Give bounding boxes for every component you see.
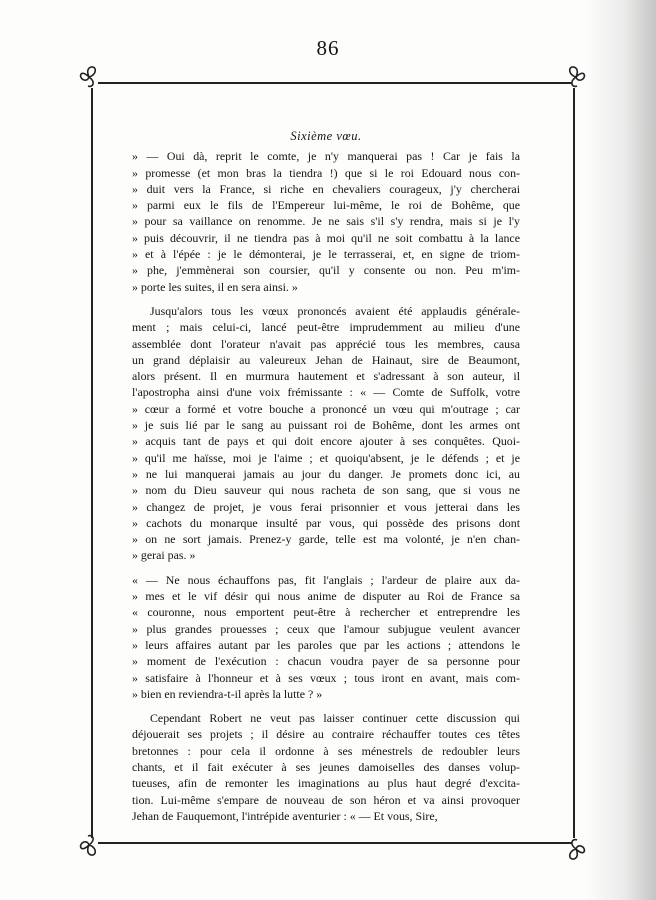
text-line: » satisfaire à l'honneur et à ses vœux ; tous iront en avant, mais com- [132,670,520,685]
text-line: » cachots du monarque insulté par vous, qui possède des prisons dont [132,515,520,530]
text-line: » je suis lié par le sang au puissant roi de Bohême, dont les armes ont [132,418,520,433]
text-line: Jehan de Fauquemont, l'intrépide aventurier : « — Et vous, Sire, [132,808,438,823]
text-line: » plus grandes prouesses ; ceux que l'amour subjugue veulent avancer [132,621,520,636]
text-line: » moment de l'exécution : chacun voudra payer de sa personne pour [132,654,520,669]
text-line: » nom du Dieu sauveur qui nous racheta de son sang, que si vous ne [132,483,520,498]
text-line: « — Ne nous échauffons pas, fit l'anglais ; l'ardeur de plaire aux da- [132,572,520,587]
frame-left-rule [91,88,93,838]
text-line: » bien en reviendra-t-il après la lutte ? » [132,686,323,701]
text-line: » changez de projet, je vous ferai prisonnier et vous jetterai dans les [132,499,520,514]
text-line: chants, et il fait exécuter à ses jeunes damoiselles des danses volup- [132,759,520,774]
text-line: l'apostropha ainsi d'une voix frémissante : « — Comte de Suffolk, votre [132,385,520,400]
frame-bottom-rule [98,842,572,844]
paragraph [132,572,520,702]
paragraph [132,710,520,824]
text-line: » puis découvrir, il ne tiendra pas à moi qu'il ne soit combattu à la lance [132,230,520,245]
corner-ornament-icon [563,64,589,90]
text-line: » phe, j'emmènerai son coursier, qu'il y consente ou non. Peu m'im- [132,263,520,278]
corner-ornament-icon [76,832,102,858]
text-line: « couronne, nous emportent peut-être à rechercher et entreprendre les [132,605,520,620]
body-text [132,128,520,824]
text-line: » ne lui manquerai jamais au jour du danger. Je promets donc ici, au [132,466,520,481]
text-line: » porte les suites, il en sera ainsi. » [132,279,298,294]
text-line: bretonnes : pour cela il ordonne à ses ménestrels de redoubler leurs [132,743,520,758]
page-number: 86 [316,36,340,60]
text-line: ment ; mais celui-ci, lancé peut-être imprudemment au milieu d'une [132,320,520,335]
paragraph [132,303,520,564]
text-line: » cœur a formé et votre bouche a prononcé un vœu qui m'outrage ; car [132,401,520,416]
text-line: » qu'il me haïsse, moi je l'aime ; et quoiqu'absent, je le défends ; et je [132,450,520,465]
text-line: assemblée dont l'orateur n'avait pas apprécié tous les membres, causa [132,336,520,351]
text-line: » — Oui dà, reprit le comte, je n'y manquerai pas ! Car je fais la [132,149,520,164]
text-line: » pour sa vaillance on renomme. Je ne sais s'il s'y rendra, mais si je l'y [132,214,520,229]
text-line: Cependant Robert ne veut pas laisser continuer cette discussion qui [150,711,520,726]
corner-ornament-icon [563,836,589,862]
section-title: Sixième vœu. [290,129,362,143]
text-line: » on ne sort jamais. Prenez-y garde, telle est ma volonté, je n'en chan- [132,532,520,547]
text-line: » duit vers la France, si riche en chevaliers courageux, j'y chercherai [132,181,520,196]
text-line: Jusqu'alors tous les vœux prononcés avaient été applaudis générale- [150,303,520,318]
corner-ornament-icon [76,64,102,90]
page-edge-shadow [586,0,656,900]
text-line: tion. Lui-même s'empare de nouveau de son héron et va ainsi provoquer [132,792,520,807]
paragraph [132,148,520,295]
text-line: déjouerait ses projets ; il désire au contraire réchauffer toutes ces têtes [132,727,520,742]
text-line: » promesse (et mon bras la tiendra !) que si le roi Edouard nous con- [132,165,520,180]
text-line: » gerai pas. » [132,548,196,563]
text-line: » leurs affaires autant par les paroles que par les actions ; attendons le [132,637,520,652]
text-line: » parmi eux le fils de l'Empereur lui-même, le roi de Bohême, que [132,198,520,213]
text-line: » acquis tant de pays et qui doit encore ajouter à ses conquêtes. Quoi- [132,434,520,449]
text-line: » et à l'épée : je le démonterai, je le terrasserai, et, en signe de triom- [132,247,520,262]
text-line: un grand déplaisir au valeureux Jehan de Hainaut, sire de Beaumont, [132,352,520,367]
frame-top-rule [98,82,572,84]
paragraphs [132,148,520,824]
text-line: alors présent. Il en murmura hautement et s'adressant à son auteur, il [132,369,520,384]
text-line: tueuses, afin de remonter les imaginations au plus haut degré d'excita- [132,776,520,791]
text-line: » mes et le vif désir qui nous anime de disputer au Roi de France sa [132,589,520,604]
frame-right-rule [573,88,575,838]
